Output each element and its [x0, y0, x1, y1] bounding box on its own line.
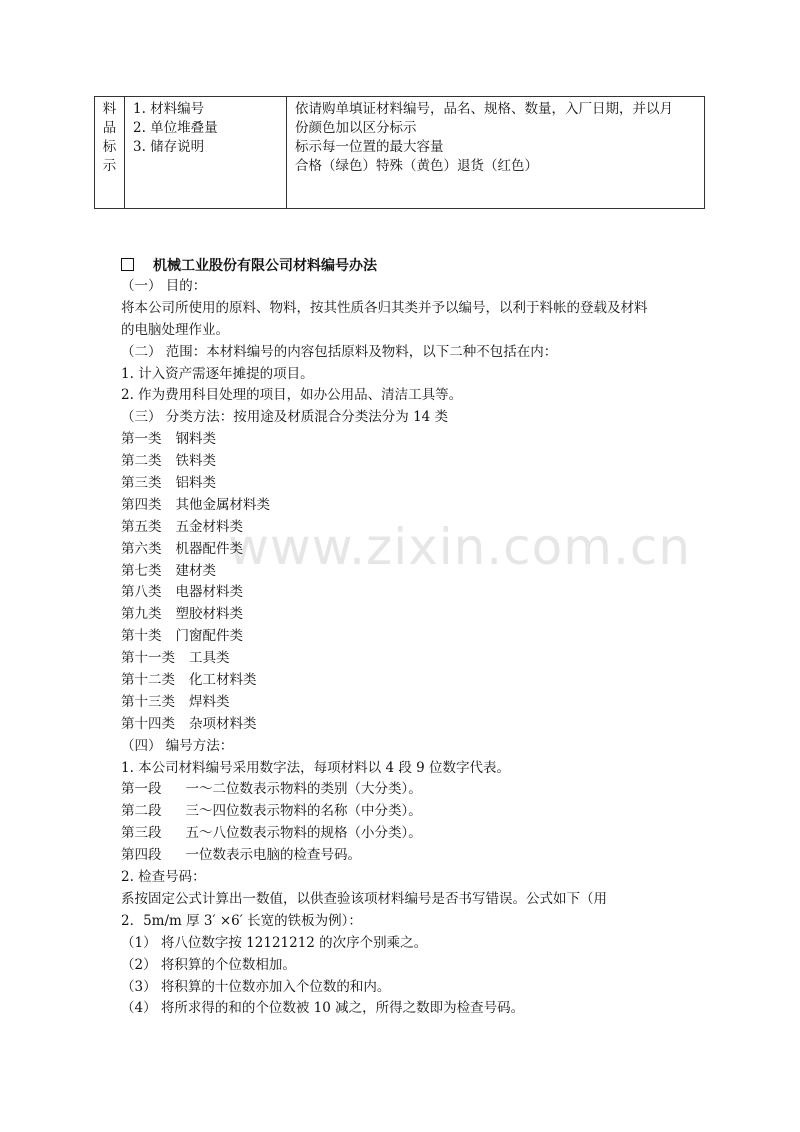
table-description: 合格（绿色）特殊（黄色）退货（红色） — [295, 158, 538, 174]
class-item: 第一类 钢料类 — [121, 431, 216, 448]
class-item: 第二类 铁料类 — [121, 453, 216, 470]
table-description: 份颜色加以区分标示 — [295, 120, 417, 136]
paragraph-line: 将本公司所使用的原料、物料，按其性质各归其类并予以编号，以利于料帐的登载及材料 — [121, 299, 648, 316]
description-column — [287, 97, 704, 208]
coding-intro: 1. 本公司材料编号采用数字法，每项材料以 4 段 9 位数字代表。 — [121, 759, 511, 776]
class-item: 第十类 门窗配件类 — [121, 628, 243, 645]
table-item: 2. 单位堆叠量 — [133, 120, 218, 136]
step-item: （2） 将积算的个位数相加。 — [121, 956, 296, 973]
class-item: 第四类 其他金属材料类 — [121, 496, 270, 513]
class-item: 第八类 电器材料类 — [121, 584, 243, 601]
class-item: 第三类 铝料类 — [121, 475, 216, 492]
category-char: 示 — [102, 158, 117, 174]
category-char: 料 — [102, 101, 117, 117]
step-item: （1） 将八位数字按 12121212 的次序个别乘之。 — [121, 934, 428, 951]
material-label-table — [94, 96, 705, 209]
check-heading: 2. 检查号码： — [121, 869, 206, 886]
class-item: 第十一类 工具类 — [121, 650, 230, 667]
table-item: 3. 储存说明 — [133, 139, 205, 155]
category-column — [95, 97, 125, 208]
paragraph-line: 系按固定公式计算出一数值，以供查验该项材料编号是否书写错误。公式如下（用 — [121, 890, 607, 907]
segment-item: 第三段 五～八位数表示物料的规格（小分类）。 — [121, 825, 422, 842]
class-item: 第五类 五金材料类 — [121, 518, 243, 535]
category-char: 品 — [102, 120, 117, 136]
table-item: 1. 材料编号 — [133, 101, 205, 117]
segment-item: 第二段 三～四位数表示物料的名称（中分类）。 — [121, 803, 422, 820]
class-item: 第九类 塑胶材料类 — [121, 606, 243, 623]
scope-heading: （二） 范围：本材料编号的内容包括原料及物料，以下二种不包括在内： — [121, 343, 558, 360]
class-item: 第十四类 杂项材料类 — [121, 715, 257, 732]
purpose-heading: （一） 目的： — [121, 278, 207, 294]
table-description: 依请购单填证材料编号，品名、规格、数量，入厂日期，并以月 — [295, 101, 673, 117]
items-column — [125, 97, 287, 208]
watermark: www.zixin.com.cn — [228, 518, 692, 576]
coding-heading: （四） 编号方法： — [121, 737, 234, 754]
section-title — [121, 255, 377, 275]
section-title-text: 机械工业股份有限公司材料编号办法 — [153, 258, 377, 274]
scope-item: 1. 计入资产需逐年摊提的项目。 — [121, 365, 314, 382]
paragraph-line: 2．5m/m 厚 3′ ×6′ 长宽的铁板为例）： — [121, 912, 362, 929]
class-item: 第七类 建材类 — [121, 562, 216, 579]
category-char: 标 — [102, 139, 117, 155]
paragraph-line: 的电脑处理作业。 — [121, 321, 229, 338]
class-item: 第六类 机器配件类 — [121, 540, 243, 557]
class-item: 第十二类 化工材料类 — [121, 672, 257, 689]
step-item: （3） 将积算的十位数亦加入个位数的和内。 — [121, 978, 391, 995]
document-body — [121, 276, 691, 1020]
class-item: 第十三类 焊料类 — [121, 693, 230, 710]
segment-item: 第一段 一～二位数表示物料的类别（大分类）。 — [121, 781, 422, 798]
segment-item: 第四段 一位数表示电脑的检查号码。 — [121, 847, 361, 864]
class-heading: （三） 分类方法：按用途及材质混合分类法分为 14 类 — [121, 409, 449, 426]
scope-item: 2. 作为费用科目处理的项目，如办公用品、清洁工具等。 — [121, 387, 463, 404]
step-item: （4） 将所求得的和的个位数被 10 减之，所得之数即为检查号码。 — [121, 1000, 525, 1017]
checkbox-square-icon — [121, 258, 134, 271]
table-description: 标示每一位置的最大容量 — [295, 139, 444, 155]
